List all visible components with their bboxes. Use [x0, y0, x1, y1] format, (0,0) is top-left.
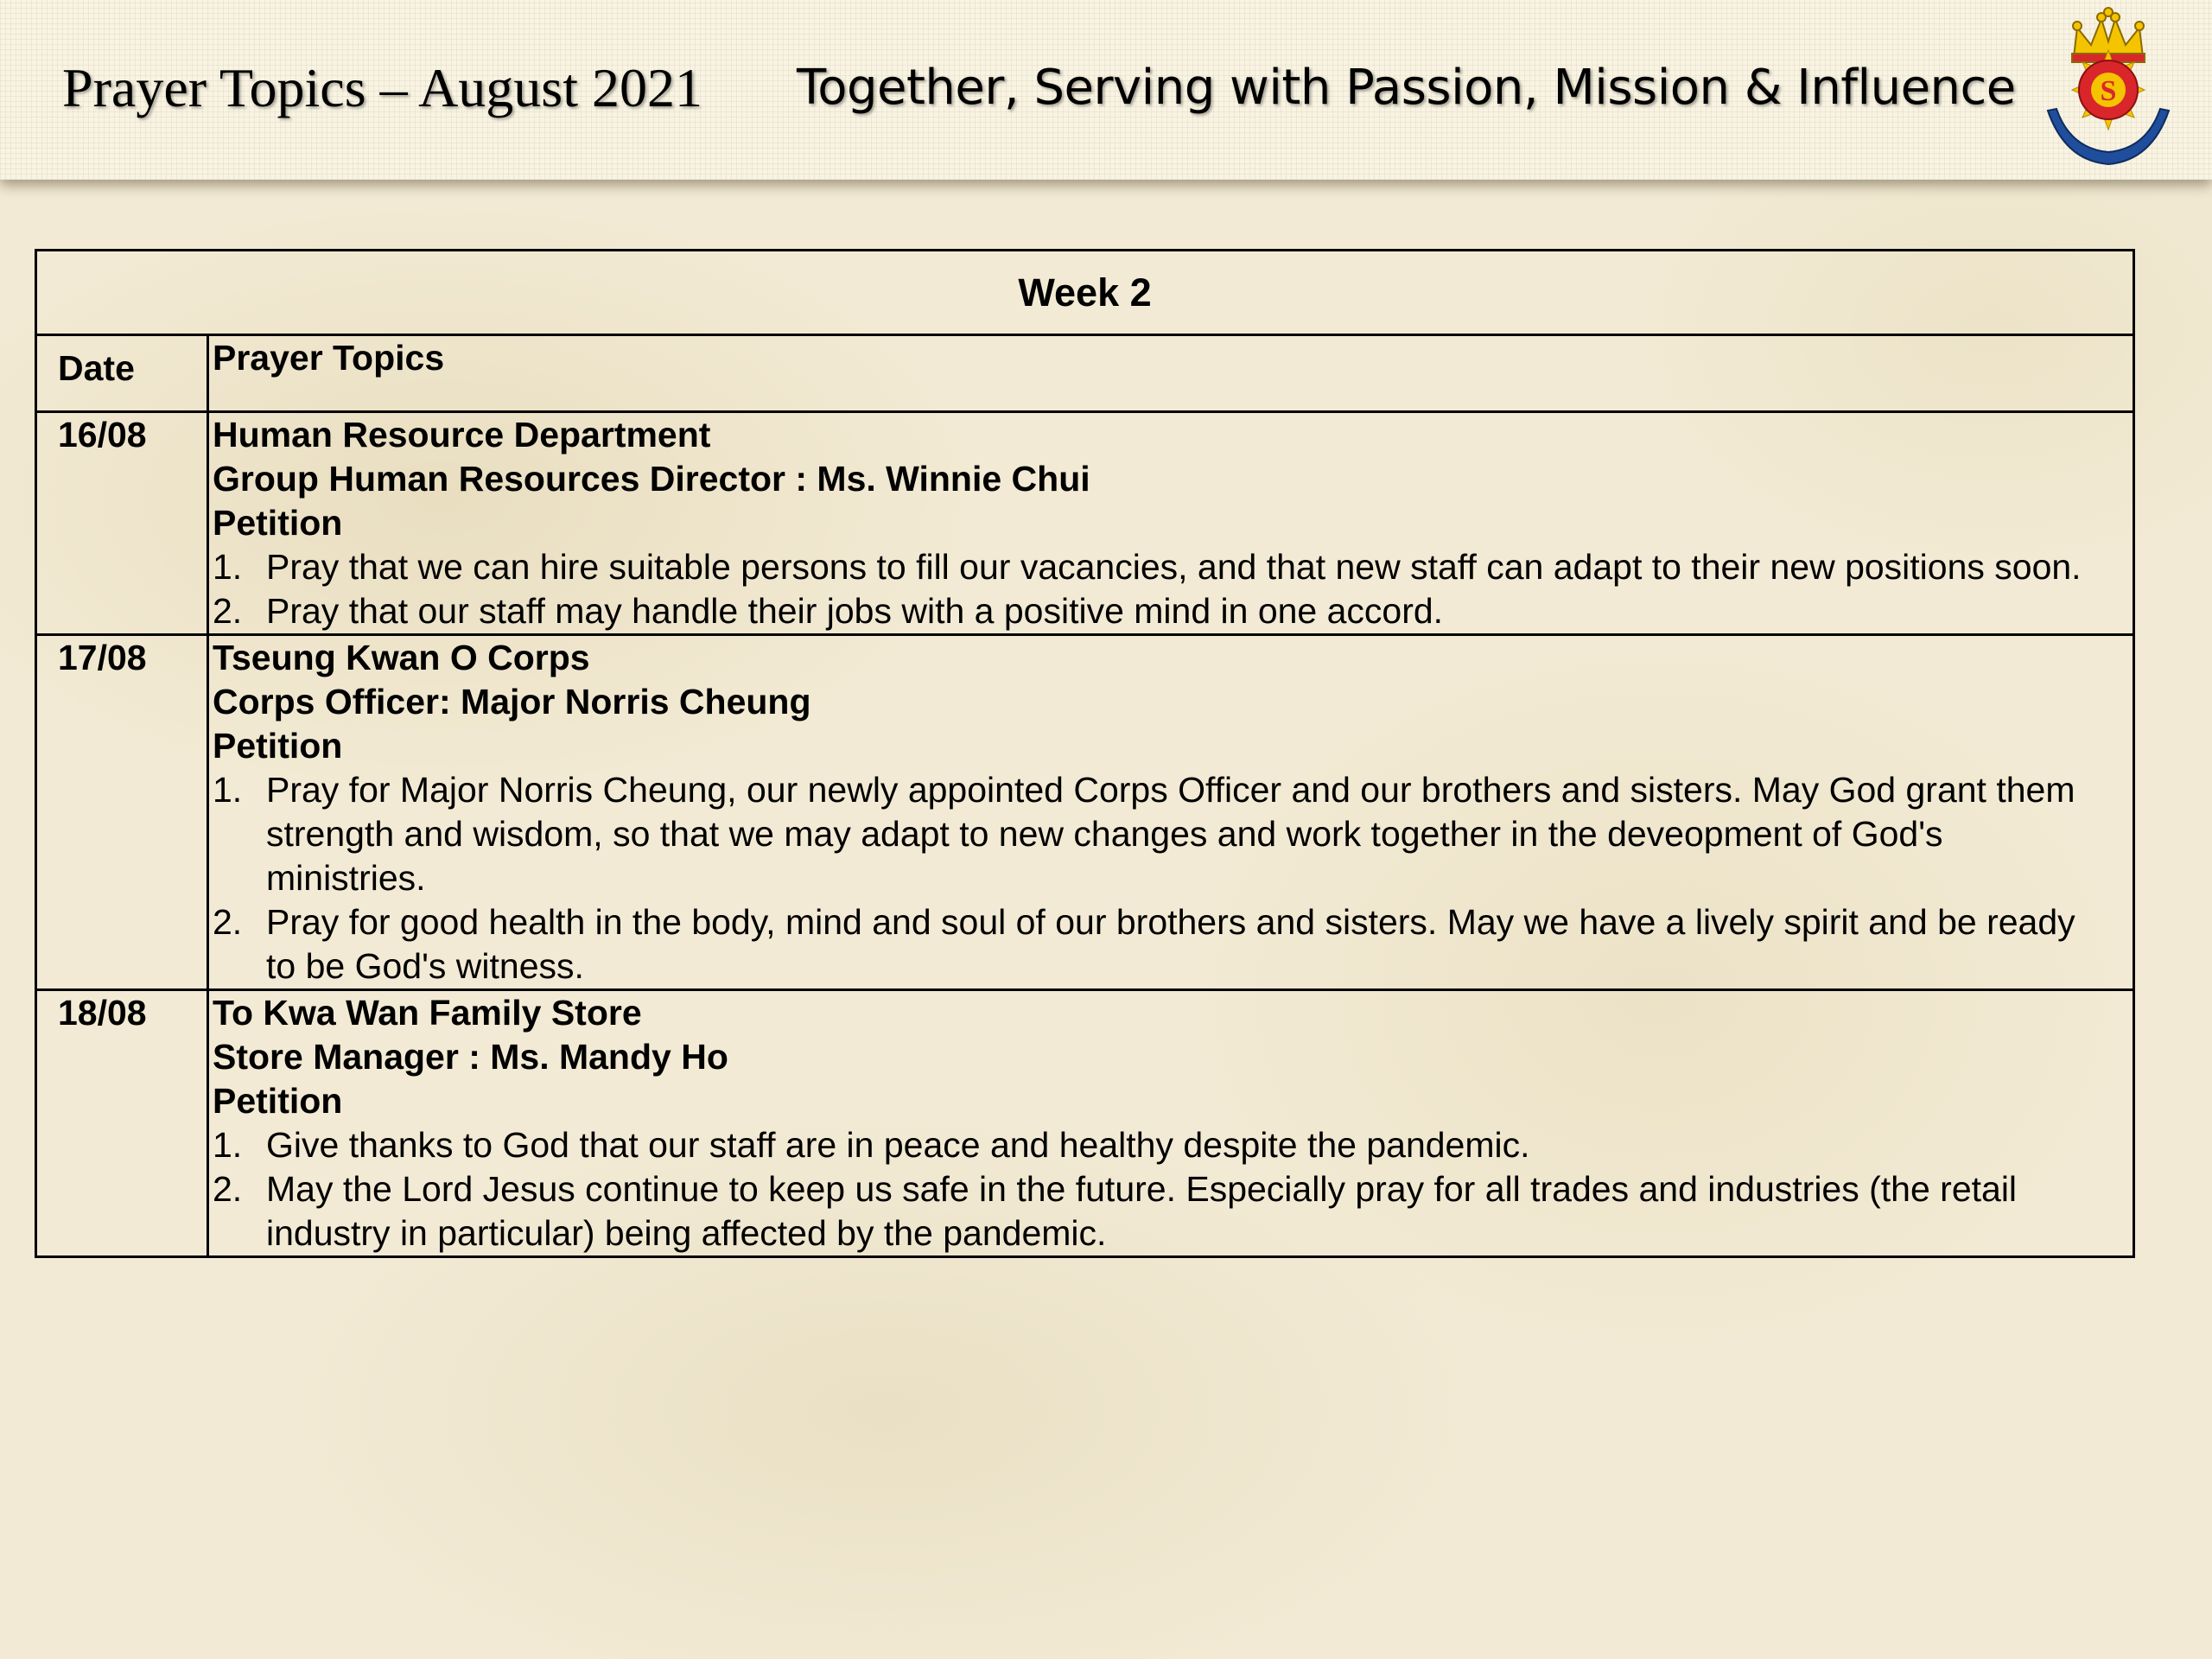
list-item-number: 1. [213, 547, 243, 587]
prayer-topics-table [35, 249, 2135, 1258]
list-item-text: Pray that our staff may handle their jobs with a positive mind in one accord. [266, 591, 1444, 631]
list-item-number: 2. [213, 902, 243, 942]
list-item [213, 1123, 2133, 1167]
table-row [36, 990, 2134, 1257]
list-item-number: 2. [213, 591, 243, 631]
date-cell: 18/08 [36, 990, 208, 1257]
list-item [213, 1167, 2133, 1255]
list-item [213, 545, 2133, 589]
table-row [36, 412, 2134, 635]
topic-cell [208, 635, 2134, 990]
list-item-text: May the Lord Jesus continue to keep us safe in the future. Especially pray for all trades and industries (the retail industry in particular) being affected by the pandemic. [266, 1169, 2018, 1253]
unit-leader: Group Human Resources Director : Ms. Winnie Chui [213, 459, 1090, 499]
slide-header [0, 0, 2212, 180]
unit-leader: Corps Officer: Major Norris Cheung [213, 682, 811, 721]
column-header-prayer-topics: Prayer Topics [208, 335, 2134, 412]
table-header-row [36, 335, 2134, 412]
topic-cell [208, 412, 2134, 635]
column-header-date: Date [36, 335, 208, 412]
unit-leader: Store Manager : Ms. Mandy Ho [213, 1037, 728, 1077]
date-cell: 16/08 [36, 412, 208, 635]
salvation-army-crest-icon [2039, 7, 2177, 171]
topic-cell [208, 990, 2134, 1257]
petition-label: Petition [213, 503, 343, 543]
prayer-topics-table-container [35, 249, 2133, 1258]
list-item [213, 900, 2133, 988]
petition-label: Petition [213, 726, 343, 766]
petition-label: Petition [213, 1081, 343, 1121]
list-item-number: 2. [213, 1169, 243, 1209]
slide-title: Prayer Topics – August 2021 [62, 57, 702, 118]
svg-text:S: S [2100, 75, 2117, 107]
list-item-number: 1. [213, 1125, 243, 1165]
date-cell: 17/08 [36, 635, 208, 990]
unit-name: To Kwa Wan Family Store [213, 993, 642, 1033]
week-heading: Week 2 [36, 251, 2134, 335]
week-row [36, 251, 2134, 335]
table-row [36, 635, 2134, 990]
unit-name: Tseung Kwan O Corps [213, 638, 590, 677]
list-item-text: Pray that we can hire suitable persons to fill our vacancies, and that new staff can adapt to their new positions soon. [266, 547, 2082, 587]
list-item [213, 589, 2133, 633]
list-item-text: Pray for Major Norris Cheung, our newly appointed Corps Officer and our brothers and sisters. May God grant them strength and wisdom, so that we may adapt to new changes and work together in the deveopment of God's ministries. [266, 770, 2075, 898]
list-item [213, 768, 2133, 900]
list-item-text: Give thanks to God that our staff are in peace and healthy despite the pandemic. [266, 1125, 1530, 1165]
list-item-number: 1. [213, 770, 243, 810]
list-item-text: Pray for good health in the body, mind and soul of our brothers and sisters. May we have a lively spirit and be ready to be God's witness. [266, 902, 2075, 986]
unit-name: Human Resource Department [213, 415, 711, 454]
slide-tagline: Together, Serving with Passion, Mission & Influence [797, 60, 2016, 116]
